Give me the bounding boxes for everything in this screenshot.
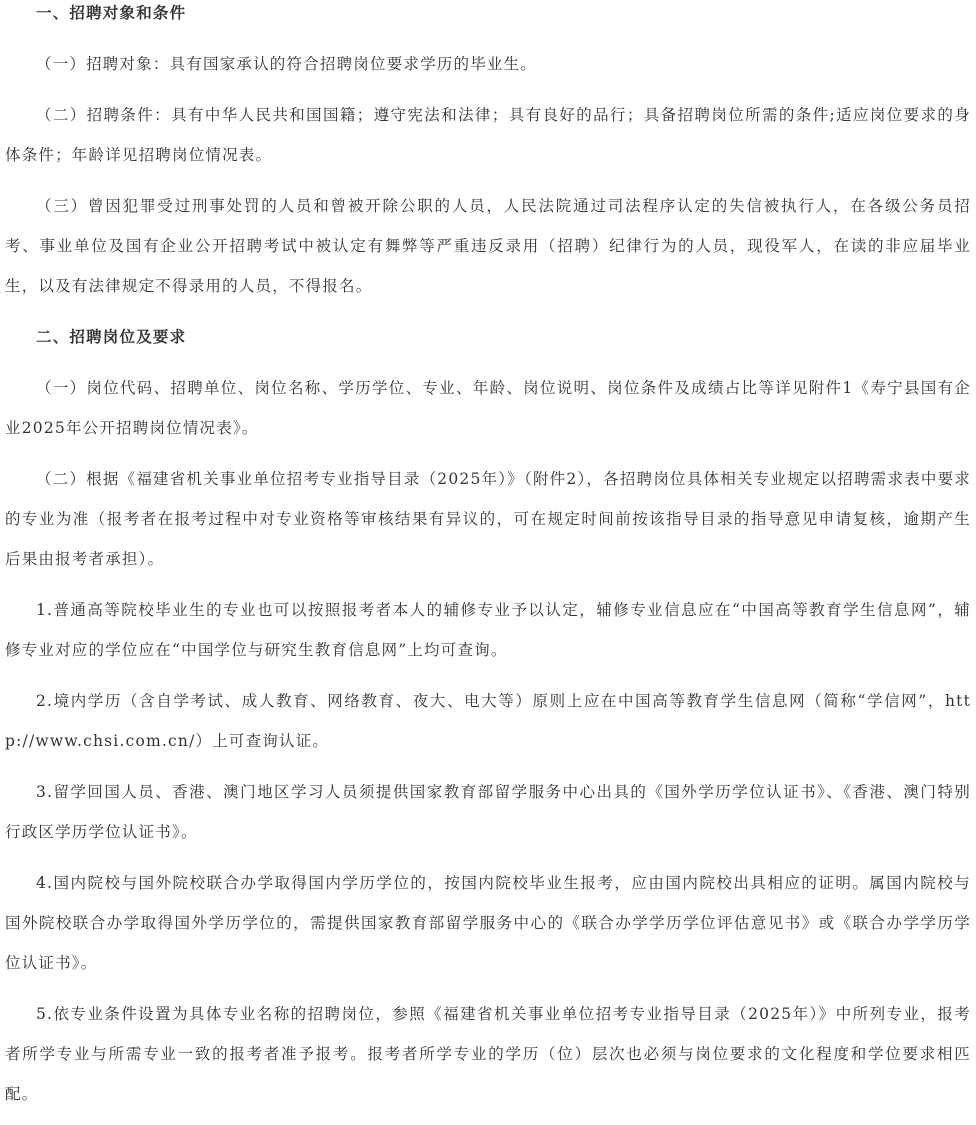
paragraph: （二）招聘条件：具有中华人民共和国国籍；遵守宪法和法律；具有良好的品行；具备招聘岗位所需的条件;适应岗位要求的身体条件；年龄详见招聘岗位情况表。	[5, 106, 971, 164]
paragraph: 2.境内学历（含自学考试、成人教育、网络教育、夜大、电大等）原则上应在中国高等教育学生信息网（简称“学信网”，http://www.chsi.com.cn/）上可查询认证。	[5, 692, 971, 750]
paragraph: （一）岗位代码、招聘单位、岗位名称、学历学位、专业、年龄、岗位说明、岗位条件及成绩占比等详见附件1《寿宁县国有企业2025年公开招聘岗位情况表》。	[5, 379, 971, 437]
paragraph: 5.依专业条件设置为具体专业名称的招聘岗位，参照《福建省机关事业单位招考专业指导目录（2025年）》中所列专业，报考者所学专业与所需专业一致的报考者准予报考。报考者所学专业的学历（位）层次也必须与岗位要求的文化程度和学位要求相匹配。	[5, 1005, 971, 1103]
section-heading: 二、招聘岗位及要求	[36, 327, 187, 346]
paragraph: 3.留学回国人员、香港、澳门地区学习人员须提供国家教育部留学服务中心出具的《国外学历学位认证书》、《香港、澳门特别行政区学历学位认证书》。	[5, 783, 971, 841]
section-heading: 一、招聘对象和条件	[36, 3, 187, 22]
paragraph: 1.普通高等院校毕业生的专业也可以按照报考者本人的辅修专业予以认定，辅修专业信息应在“中国高等教育学生信息网”，辅修专业对应的学位应在“中国学位与研究生教育信息网”上均可查询。	[5, 601, 971, 659]
paragraph: （三）曾因犯罪受过刑事处罚的人员和曾被开除公职的人员，人民法院通过司法程序认定的失信被执行人，在各级公务员招考、事业单位及国有企业公开招聘考试中被认定有舞弊等严重违反录用（招聘）纪律行为的人员，现役军人，在读的非应届毕业生，以及有法律规定不得录用的人员，不得报名。	[5, 197, 971, 295]
paragraph: 4.国内院校与国外院校联合办学取得国内学历学位的，按国内院校毕业生报考，应由国内院校出具相应的证明。属国内院校与国外院校联合办学取得国外学历学位的，需提供国家教育部留学服务中心的《联合办学学历学位评估意见书》或《联合办学学历学位认证书》。	[5, 874, 971, 972]
paragraph: （二）根据《福建省机关事业单位招考专业指导目录（2025年）》（附件2），各招聘岗位具体相关专业规定以招聘需求表中要求的专业为准（报考者在报考过程中对专业资格等审核结果有异议的，可在规定时间前按该指导目录的指导意见申请复核，逾期产生后果由报考者承担）。	[5, 470, 971, 568]
paragraph: （一）招聘对象：具有国家承认的符合招聘岗位要求学历的毕业生。	[36, 55, 538, 73]
